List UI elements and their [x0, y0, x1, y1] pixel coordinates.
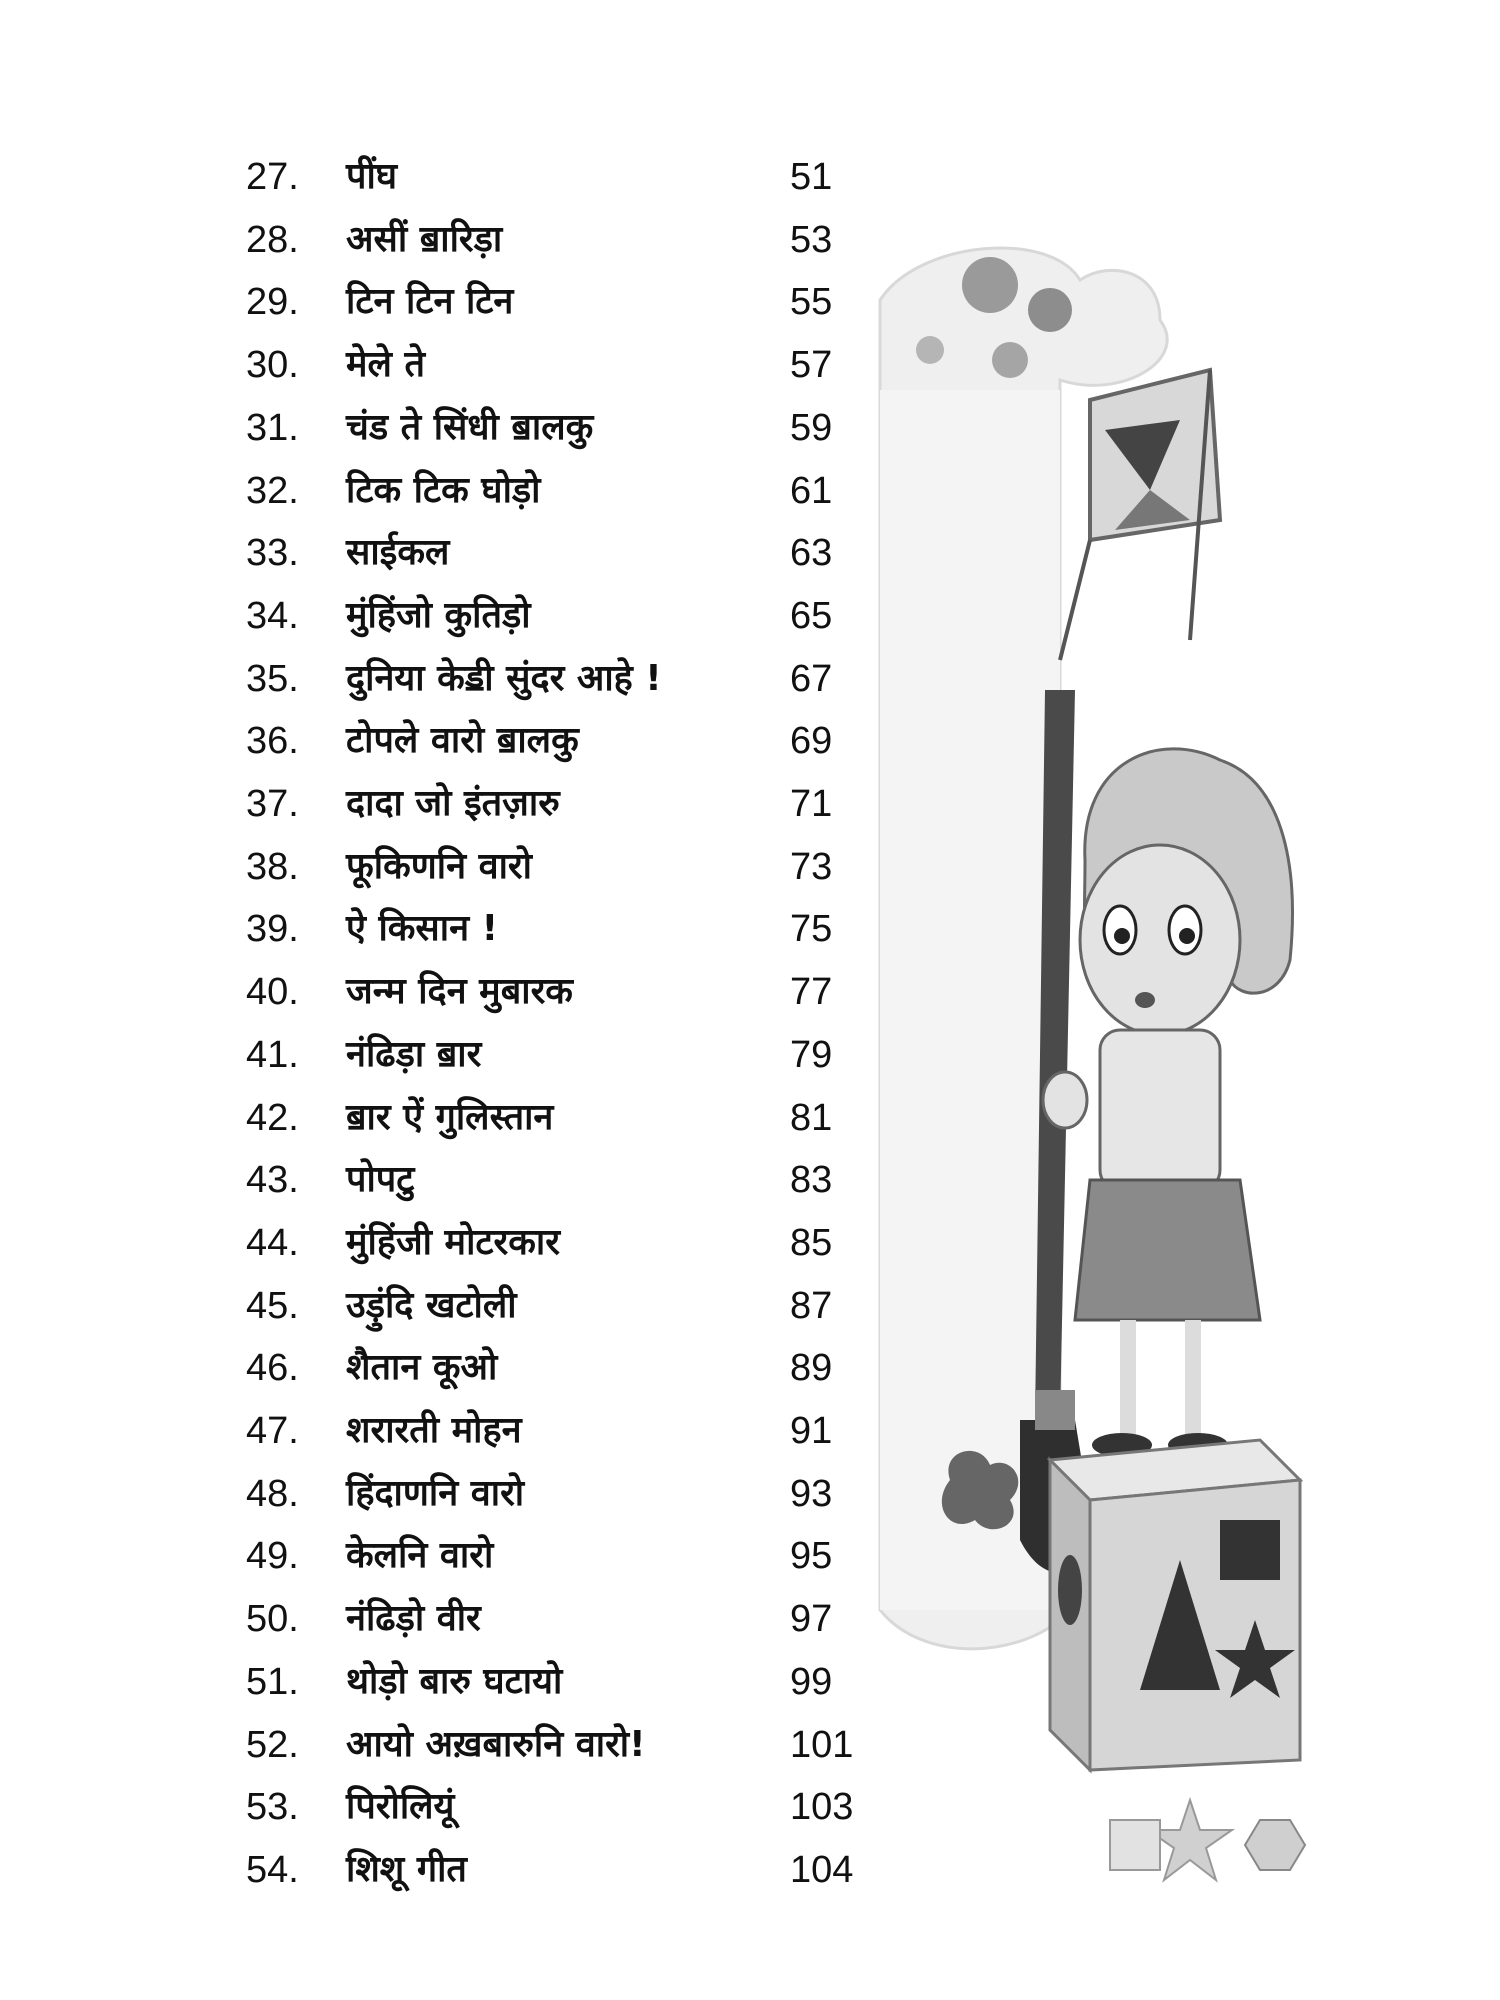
toc-entry-number: 28. — [246, 218, 299, 261]
toc-entry — [0, 710, 900, 772]
toc-entry — [0, 1776, 900, 1838]
toc-entry-page: 99 — [790, 1660, 833, 1703]
toc-entry-title: दुनिया केॾी सुंदर आहे ! — [346, 657, 662, 699]
toc-entry-page: 91 — [790, 1410, 833, 1452]
toc-entry — [0, 961, 900, 1023]
toc-entry-number: 39. — [246, 908, 299, 951]
toc-entry-number: 49. — [246, 1535, 299, 1578]
toc-entry — [0, 1588, 900, 1650]
toc-entry-title: साईकल — [346, 532, 450, 574]
toc-entry-page: 93 — [790, 1472, 833, 1515]
toc-entry-title: नंढिड़ो वीर — [346, 1598, 481, 1640]
toc-entry-page: 63 — [790, 532, 833, 575]
toc-entry-title: शैतान कूओ — [346, 1347, 498, 1389]
toc-entry — [0, 334, 900, 396]
paint-blob — [992, 342, 1028, 378]
toc-entry-page: 81 — [790, 1096, 833, 1139]
toc-entry-page: 53 — [790, 218, 833, 261]
cube-block-icon — [1110, 1820, 1160, 1870]
toc-entry-page: 71 — [790, 783, 833, 825]
paint-blob — [916, 336, 944, 364]
toc-entry-title: केलनि वारो — [346, 1535, 494, 1577]
hexagon-block-icon — [1245, 1820, 1305, 1870]
toc-entry-page: 69 — [790, 720, 833, 763]
toc-entry-page: 77 — [790, 971, 833, 1014]
toc-entry-title: टोपले वारो ॿालकु — [346, 720, 579, 762]
toc-entry — [0, 1212, 900, 1274]
toc-entry-title: पींघ — [346, 156, 398, 197]
toc-entry-page: 83 — [790, 1159, 833, 1202]
toc-entry-title: थोड़ो बारु घटायो — [346, 1660, 563, 1702]
toc-entry-page: 57 — [790, 344, 833, 387]
toc-entry — [0, 209, 900, 271]
toc-entry-number: 34. — [246, 594, 299, 637]
toc-entry-title: पोपटु — [346, 1159, 415, 1201]
toc-entry-title: आयो अख़बारुनि वारो! — [346, 1723, 646, 1765]
toc-entry — [0, 1839, 900, 1901]
toc-entry — [0, 1525, 900, 1587]
girl-figure — [1043, 749, 1292, 1457]
toc-entry-number: 38. — [246, 845, 299, 888]
toc-entry-number: 46. — [246, 1347, 299, 1390]
paint-blob — [962, 257, 1018, 313]
toc-entry — [0, 146, 900, 208]
toc-entry-number: 35. — [246, 657, 299, 700]
toc-entry-number: 50. — [246, 1598, 299, 1641]
toc-entry-number: 40. — [246, 971, 299, 1014]
toc-entry — [0, 271, 900, 333]
toc-entry-number: 48. — [246, 1472, 299, 1515]
toc-entry-title: जन्म दिन मुबारक — [346, 971, 573, 1013]
toc-entry-page: 59 — [790, 406, 833, 449]
toc-entry-number: 41. — [246, 1033, 299, 1076]
toc-entry — [0, 585, 900, 647]
toc-entry — [0, 460, 900, 522]
toc-entry-title: हिंदाणनि वारो — [346, 1472, 525, 1514]
toc-entry-page: 51 — [790, 156, 833, 198]
toc-entry-title: दादा जो इंतज़ारु — [346, 783, 560, 824]
toc-entry-page: 95 — [790, 1535, 833, 1578]
toc-entry — [0, 1463, 900, 1525]
toc-entry-title: ॿार ऐं गुलिस्तान — [346, 1096, 554, 1138]
toc-entry — [0, 1149, 900, 1211]
toc-entry-page: 103 — [790, 1786, 854, 1829]
toc-entry-page: 65 — [790, 594, 833, 637]
toc-entry-page: 101 — [790, 1723, 854, 1766]
toc-entry-title: चंड ते सिंधी ॿालकु — [346, 406, 594, 448]
toc-entry — [0, 1714, 900, 1776]
toc-entry — [0, 648, 900, 710]
toc-entry-title: टिक टिक घोड़ो — [346, 469, 541, 511]
toc-entry-title: असीं ॿारिड़ा — [346, 218, 503, 260]
toc-entry-page: 67 — [790, 657, 833, 700]
toc-entry-number: 30. — [246, 344, 299, 387]
toc-entry-page: 73 — [790, 845, 833, 888]
toc-entry-page: 61 — [790, 469, 833, 512]
toc-entry-number: 27. — [246, 156, 299, 198]
toc-entry — [0, 397, 900, 459]
toc-entry — [0, 836, 900, 898]
toc-entry-title: मुंहिंजो कुतिड़ो — [346, 594, 531, 636]
toc-entry-number: 29. — [246, 281, 299, 324]
toc-entry-page: 75 — [790, 908, 833, 951]
toc-entry-number: 47. — [246, 1410, 299, 1452]
toc-entry — [0, 1651, 900, 1713]
toc-entry — [0, 1400, 900, 1462]
toc-entry-page: 89 — [790, 1347, 833, 1390]
toc-entry-title: शरारती मोहन — [346, 1410, 522, 1451]
toc-entry-number: 53. — [246, 1786, 299, 1829]
toc-entry-number: 42. — [246, 1096, 299, 1139]
toc-entry-title: मेले ते — [346, 344, 425, 386]
toc-entry-number: 32. — [246, 469, 299, 512]
toc-entry-title: मुंहिंजी मोटरकार — [346, 1221, 560, 1263]
shape-sorter-cube-icon — [1050, 1440, 1300, 1770]
toc-entry-number: 54. — [246, 1848, 299, 1891]
toc-entry — [0, 522, 900, 584]
toc-entry-number: 33. — [246, 532, 299, 575]
toc-entry-number: 52. — [246, 1723, 299, 1766]
toc-entry — [0, 773, 900, 835]
toc-entry-title: फूकिणनि वारो — [346, 845, 532, 887]
girl-painting-illustration — [860, 240, 1340, 1920]
toc-entry — [0, 1275, 900, 1337]
toc-entry-number: 36. — [246, 720, 299, 763]
toc-entry — [0, 898, 900, 960]
toc-entry-page: 97 — [790, 1598, 833, 1641]
toc-entry-number: 43. — [246, 1159, 299, 1202]
hourglass-frame-icon — [1060, 370, 1220, 660]
toc-entry-page: 79 — [790, 1033, 833, 1076]
toc-entry-title: उड़ुंदि खटोली — [346, 1284, 517, 1326]
paint-blob — [1028, 288, 1072, 332]
toc-entry — [0, 1087, 900, 1149]
toc-entry — [0, 1024, 900, 1086]
toc-entry-page: 87 — [790, 1284, 833, 1327]
toc-entry-number: 37. — [246, 783, 299, 825]
toc-entry-page: 85 — [790, 1221, 833, 1264]
toc-entry-number: 31. — [246, 406, 299, 449]
toc-entry-number: 51. — [246, 1660, 299, 1703]
toc-entry-title: टिन टिन टिन — [346, 281, 514, 323]
toc-entry-title: ऐ किसान ! — [346, 908, 499, 950]
toc-entry-title: नंढिड़ा ॿार — [346, 1033, 482, 1075]
toc-entry-title: पिरोलियूं — [346, 1786, 455, 1828]
toc-entry-title: शिशू गीत — [346, 1848, 467, 1890]
toc-entry-number: 45. — [246, 1284, 299, 1327]
toc-entry — [0, 1337, 900, 1399]
toc-entry-page: 55 — [790, 281, 833, 324]
toc-entry-number: 44. — [246, 1221, 299, 1264]
toc-entry-page: 104 — [790, 1848, 854, 1891]
